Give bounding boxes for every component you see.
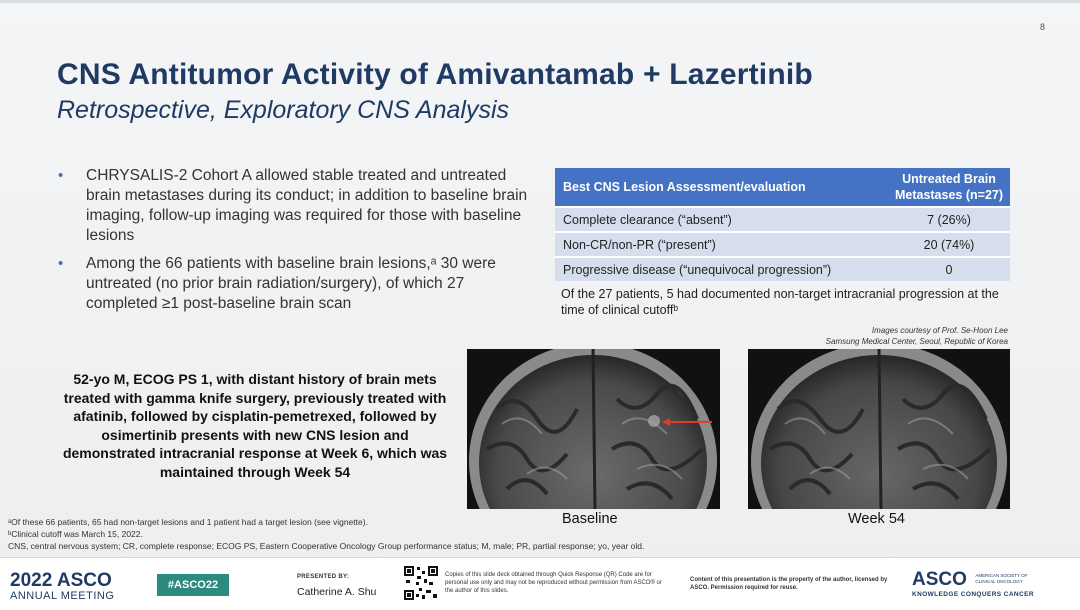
table-row bbox=[555, 232, 1010, 257]
table-header-row bbox=[555, 168, 1010, 207]
footnote: CNS, central nervous system; CR, complete response; ECOG PS, Eastern Cooperative Oncology Group performance status; M, male; PR, partial response; yo, year old. bbox=[8, 541, 645, 551]
credit-line: Images courtesy of Prof. Se-Hoon Lee bbox=[871, 326, 1008, 335]
asco-org-logo bbox=[912, 569, 1035, 598]
page-number: 8 bbox=[1040, 22, 1046, 32]
org-tagline: KNOWLEDGE CONQUERS CANCER bbox=[912, 591, 1034, 598]
bullet-item bbox=[58, 166, 528, 246]
org-name: AMERICAN SOCIETY OF CLINICAL ONCOLOGY bbox=[975, 573, 1028, 584]
org-mark: ASCO bbox=[912, 569, 967, 590]
table-cell-assessment: Progressive disease (“unequivocal progression”) bbox=[555, 257, 888, 281]
slide-title: CNS Antitumor Activity of Amivantamab + Lazertinib bbox=[57, 58, 813, 91]
bullet-text: Among the 66 patients with baseline brain lesions,ᵃ 30 were untreated (no prior brain radiation/surgery), of which 27 completed ≥1 post-baseline brain scan bbox=[86, 255, 496, 312]
patient-vignette: 52-yo M, ECOG PS 1, with distant history of brain mets treated with gamma knife surgery, previously treated with afatinib, followed by cisplatin-pemetrexed, followed by osimertinib presents with new CNS lesion and demonstrated intracranial response at Week 6, which was maintained through Week 54 bbox=[62, 371, 448, 480]
slide-subtitle: Retrospective, Exploratory CNS Analysis bbox=[57, 96, 510, 124]
bullet-list bbox=[58, 166, 528, 322]
qr-code-icon bbox=[402, 564, 440, 602]
table-note: Of the 27 patients, 5 had documented non-target intracranial progression at the time of clinical cutoffᵇ bbox=[561, 287, 999, 317]
qr-disclaimer: Copies of this slide deck obtained through Quick Response (QR) Code are for personal use only and may not be reproduced without permission from ASCO® or the author of this slides. bbox=[445, 572, 662, 594]
bullet-text: CHRYSALIS-2 Cohort A allowed stable treated and untreated brain metastases during its conduct; in addition to baseline brain imaging, follow-up imaging was required for those with baseline lesions bbox=[86, 167, 528, 244]
table-cell-value: 20 (74%) bbox=[888, 232, 1010, 257]
presented-by-label: PRESENTED BY: bbox=[297, 574, 350, 580]
credit-line: Samsung Medical Center, Seoul, Republic of Korea bbox=[825, 337, 1008, 346]
table-cell-assessment: Complete clearance (“absent”) bbox=[555, 207, 888, 232]
table-header-assessment: Best CNS Lesion Assessment/evaluation bbox=[555, 168, 888, 207]
meeting-subtitle: ANNUAL MEETING bbox=[10, 590, 115, 602]
table-header-untreated: Untreated Brain Metastases (n=27) bbox=[888, 168, 1010, 207]
table-cell-value: 7 (26%) bbox=[888, 207, 1010, 232]
hashtag-badge: #ASCO22 bbox=[157, 574, 229, 596]
table-row bbox=[555, 207, 1010, 232]
slide-footer bbox=[0, 557, 1080, 610]
asco-meeting-logo bbox=[10, 570, 114, 602]
footnotes bbox=[8, 516, 788, 552]
footnote: ᵇClinical cutoff was March 15, 2022. bbox=[8, 529, 143, 539]
image-credit bbox=[720, 325, 1008, 347]
meeting-year: 2022 bbox=[10, 570, 53, 591]
meeting-brand: ASCO bbox=[56, 570, 112, 591]
cns-assessment-table bbox=[555, 168, 1010, 281]
presenter-name: Catherine A. Shu bbox=[297, 586, 377, 598]
table-cell-assessment: Non-CR/non-PR (“present”) bbox=[555, 232, 888, 257]
table-row bbox=[555, 257, 1010, 281]
week54-label: Week 54 bbox=[848, 511, 905, 527]
week54-mri-image bbox=[748, 349, 1010, 509]
content-ownership-note: Content of this presentation is the property of the author, licensed by ASCO. Permission required for reuse. bbox=[690, 577, 888, 591]
top-divider bbox=[0, 0, 1080, 3]
bullet-dot-icon: • bbox=[58, 167, 64, 184]
table-cell-value: 0 bbox=[888, 257, 1010, 281]
bullet-dot-icon: • bbox=[58, 255, 64, 272]
lesion-arrow-icon bbox=[660, 412, 716, 432]
bullet-item bbox=[58, 254, 528, 314]
baseline-label: Baseline bbox=[562, 511, 618, 527]
footnote: ᵃOf these 66 patients, 65 had non-target lesions and 1 patient had a target lesion (see vignette). bbox=[8, 517, 368, 527]
